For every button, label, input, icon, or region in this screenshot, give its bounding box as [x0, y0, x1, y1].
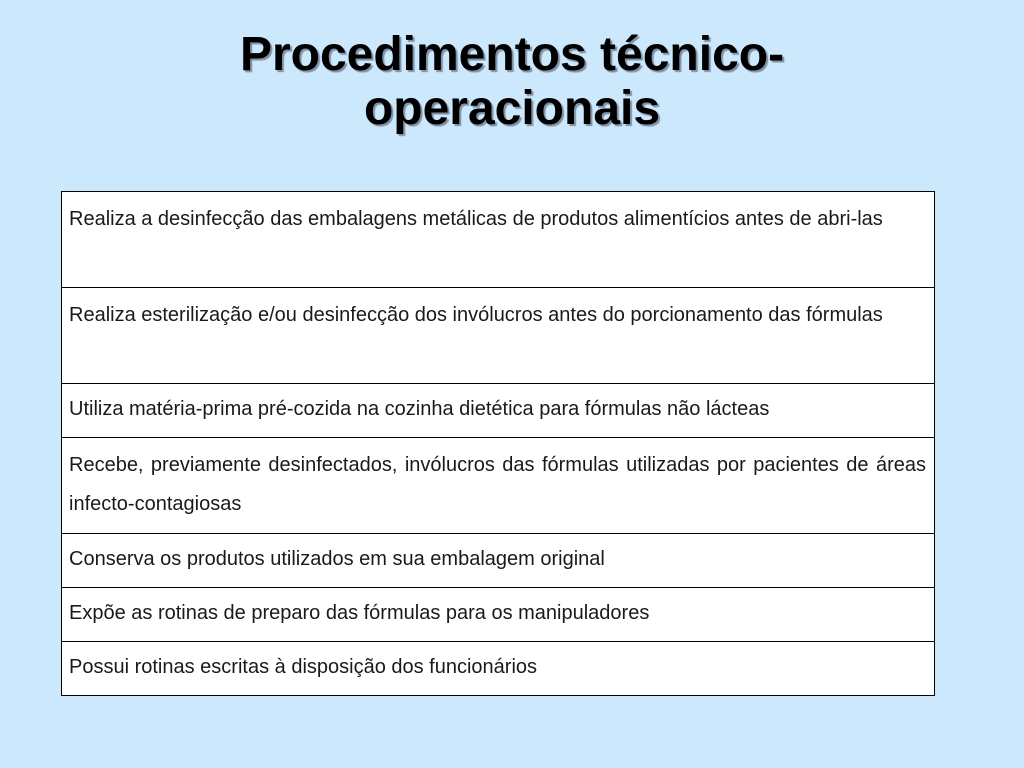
- procedures-table: [61, 191, 935, 696]
- table-row-3: Utiliza matéria-prima pré-cozida na cozinha dietética para fórmulas não lácteas: [62, 384, 934, 438]
- table-row-5: Conserva os produtos utilizados em sua embalagem original: [62, 534, 934, 588]
- table-row-6: Expõe as rotinas de preparo das fórmulas para os manipuladores: [62, 588, 934, 642]
- slide-title-line-2: operacionais: [363, 82, 661, 135]
- table-row-4: Recebe, previamente desinfectados, invólucros das fórmulas utilizadas por pacientes de áreas infecto-contagiosas: [62, 438, 934, 534]
- table-row-1: Realiza a desinfecção das embalagens metálicas de produtos alimentícios antes de abri-las: [62, 192, 934, 288]
- slide-title: [0, 28, 1024, 136]
- table-row-2: Realiza esterilização e/ou desinfecção dos invólucros antes do porcionamento das fórmulas: [62, 288, 934, 384]
- table-row-7: Possui rotinas escritas à disposição dos funcionários: [62, 642, 934, 696]
- slide-title-line-1: Procedimentos técnico-: [239, 28, 785, 81]
